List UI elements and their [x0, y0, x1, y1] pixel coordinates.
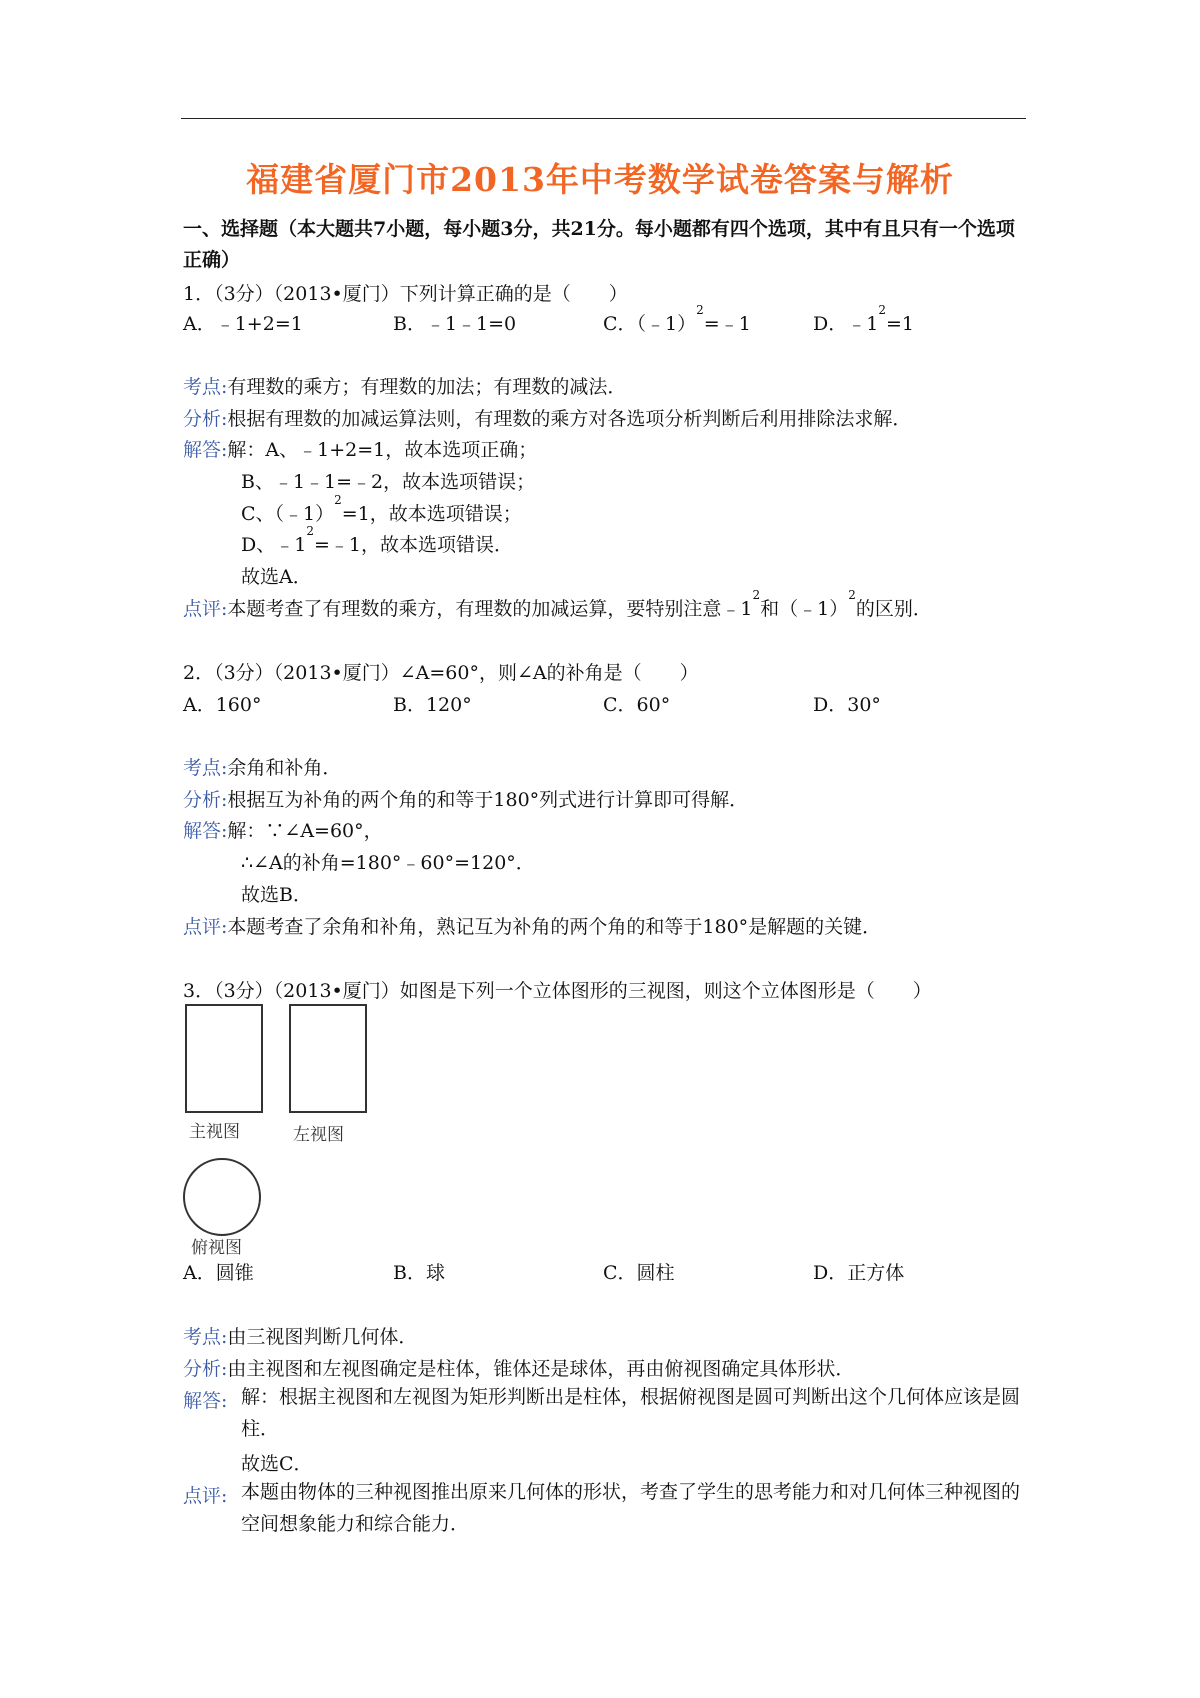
q2-dianping: 点评:本题考查了余角和补角，熟记互为补角的两个角的和等于180°是解题的关键．	[183, 916, 882, 938]
section-heading: 一、选择题（本大题共7小题，每小题3分，共21分。每小题都有四个选项，其中有且只有一个选项正确）	[183, 218, 1015, 271]
q1-stem: 1．（3分）（2013•厦门）下列计算正确的是（ ）	[183, 283, 628, 305]
left-view-rectangle	[289, 1004, 367, 1113]
jieda-label: 解答:	[183, 439, 228, 461]
left-view-label: 左视图	[293, 1125, 344, 1145]
jieda-label: 解答:	[183, 1390, 228, 1412]
q1-jieda-line2: B、﹣1﹣1=﹣2，故本选项错误；	[241, 471, 536, 493]
header-rule	[181, 118, 1026, 119]
top-view-circle	[183, 1158, 261, 1236]
dianping-label: 点评:	[183, 1485, 228, 1507]
q1-jieda-line5: 故选A．	[241, 566, 312, 588]
q3-jieda-label-line	[183, 1386, 227, 1413]
q1-option-b: B．﹣1﹣1=0	[393, 313, 517, 335]
q3-dianping-label-line	[183, 1481, 227, 1508]
dianping-label: 点评:	[183, 598, 228, 620]
q3-options	[183, 1258, 1043, 1286]
q2-fenxi: 分析:根据互为补角的两个角的和等于180°列式进行计算即可得解．	[183, 789, 749, 811]
q1-dianping: 点评:本题考查了有理数的乘方，有理数的加减运算，要特别注意$﹣1^2$和（﹣1）$^2$的区别．	[183, 588, 932, 620]
front-view-rectangle	[185, 1004, 263, 1113]
q3-dianping-text: 本题由物体的三种视图推出原来几何体的形状，考查了学生的思考能力和对几何体三种视图的空间想象能力和综合能力．	[241, 1481, 1021, 1535]
q3-jieda-text: 解：根据主视图和左视图为矩形判断出是柱体，根据俯视图是圆可判断出这个几何体应该是圆柱．	[241, 1386, 1021, 1440]
q3-kaodian: 考点:由三视图判断几何体．	[183, 1326, 418, 1348]
q2-jieda-line3: 故选B．	[241, 884, 312, 906]
fenxi-label: 分析:	[183, 1358, 228, 1380]
q1-option-d: D．$﹣1^2=1$	[813, 303, 914, 335]
q3-jieda-line2: 故选C．	[241, 1453, 313, 1475]
q3-option-a: A．圆锥	[183, 1262, 254, 1284]
q3-option-b: B．球	[393, 1262, 445, 1284]
q2-jieda: 解答:解：∵∠A=60°，	[183, 820, 383, 842]
q1-jieda: 解答:解：A、﹣1+2=1，故本选项正确；	[183, 439, 538, 461]
q1-option-a: A．﹣1+2=1	[183, 313, 303, 335]
q3-option-c: C．圆柱	[603, 1262, 675, 1284]
q2-option-a: A．160°	[183, 694, 262, 716]
q3-fenxi: 分析:由主视图和左视图确定是柱体，锥体还是球体，再由俯视图确定具体形状．	[183, 1358, 855, 1380]
fenxi-label: 分析:	[183, 408, 228, 430]
q1-jieda-line3: C、（﹣1）$^2$=1，故本选项错误；	[241, 493, 522, 525]
jieda-label: 解答:	[183, 820, 228, 842]
q1-jieda-line4: D、$﹣1^2=﹣1$，故本选项错误．	[241, 524, 513, 556]
q1-option-c: C．（﹣1）$^2$=﹣1	[603, 303, 751, 335]
page-title: 福建省厦门市2013年中考数学试卷答案与解析	[246, 160, 954, 199]
q3-stem: 3．（3分）（2013•厦门）如图是下列一个立体图形的三视图，则这个立体图形是（ ）	[183, 980, 932, 1002]
q2-option-b: B．120°	[393, 694, 472, 716]
kaodian-label: 考点:	[183, 757, 228, 779]
q2-options	[183, 690, 1043, 718]
kaodian-label: 考点:	[183, 376, 228, 398]
dianping-label: 点评:	[183, 916, 228, 938]
q2-kaodian: 考点:余角和补角．	[183, 757, 342, 779]
q2-stem: 2．（3分）（2013•厦门）∠A=60°，则∠A的补角是（ ）	[183, 662, 699, 684]
q1-fenxi: 分析:根据有理数的加减运算法则，有理数的乘方对各选项分析判断后利用排除法求解．	[183, 408, 912, 430]
q3-option-d: D．正方体	[813, 1262, 905, 1284]
fenxi-label: 分析:	[183, 789, 228, 811]
kaodian-label: 考点:	[183, 1326, 228, 1348]
q2-option-d: D．30°	[813, 694, 881, 716]
top-view-label: 俯视图	[191, 1238, 242, 1258]
q1-kaodian: 考点:有理数的乘方；有理数的加法；有理数的减法．	[183, 376, 627, 398]
q2-jieda-line2: ∴∠A的补角=180°﹣60°=120°．	[241, 852, 535, 874]
q1-options	[183, 303, 1043, 337]
front-view-label: 主视图	[189, 1122, 240, 1142]
q2-option-c: C．60°	[603, 694, 671, 716]
